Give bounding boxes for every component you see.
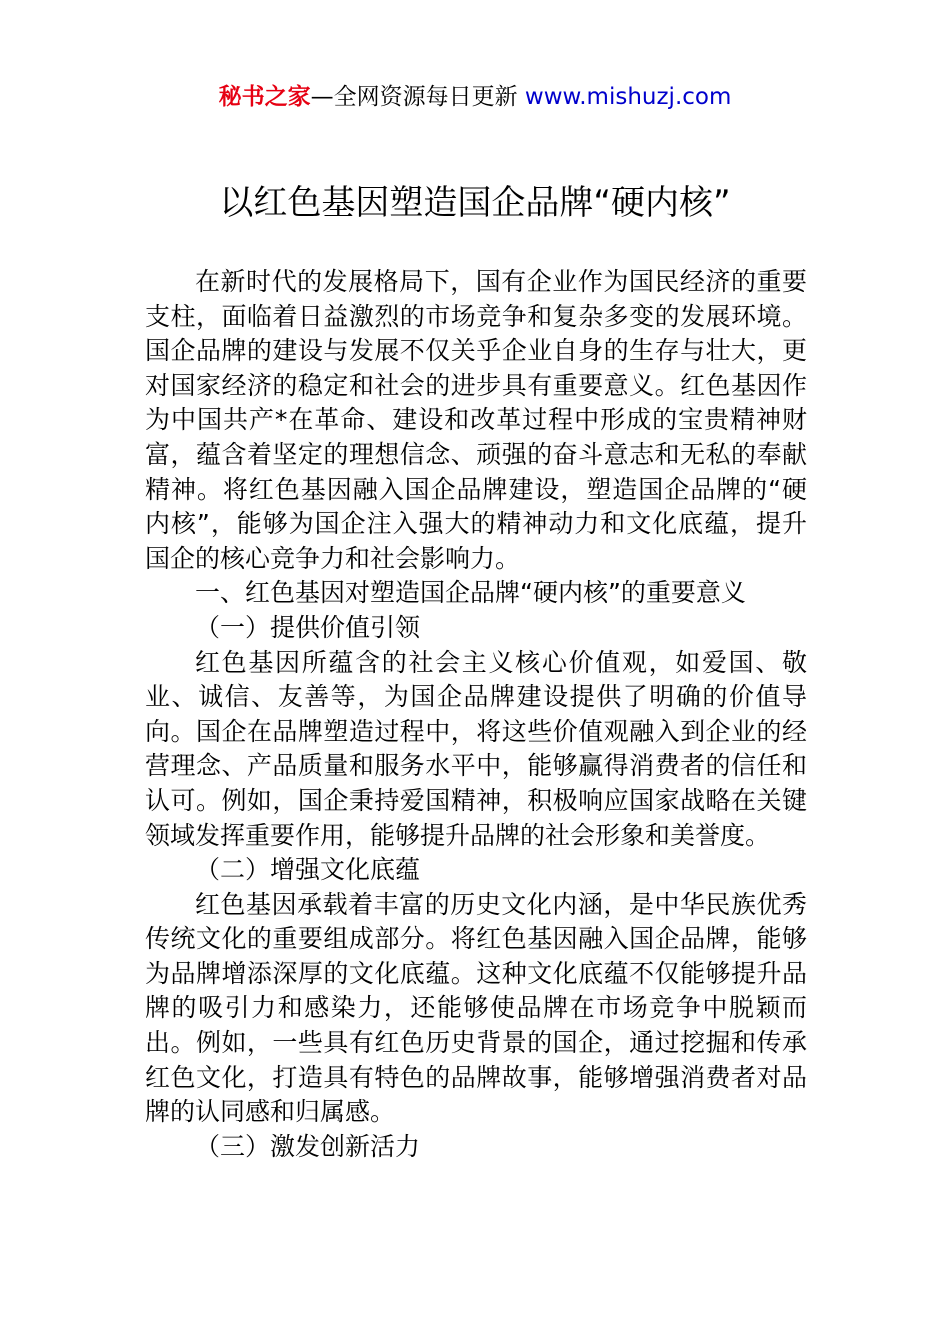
subsection-heading: （三）激发创新活力 [195, 1131, 421, 1161]
subsection-heading: （二）增强文化底蕴 [195, 855, 421, 885]
subsection-heading: （一）提供价值引领 [195, 612, 421, 642]
section-heading: 一、红色基因对塑造国企品牌“硬内核”的重要意义 [195, 578, 746, 608]
site-brand: 秘书之家 [218, 84, 311, 110]
intro-paragraph: 在新时代的发展格局下，国有企业作为国民经济的重要支柱，面临着日益激烈的市场竞争和复杂多变的发展环境。国企品牌的建设与发展不仅关乎企业自身的生存与壮大，更对国家经济的稳定和社会的进步具有重要意义。红色基因作为中国共产*在革命、建设和改革过程中形成的宝贵精神财富，蕴含着坚定的理想信念、顽强的奋斗意志和无私的奉献精神。将红色基因融入国企品牌建设，塑造国企品牌的“硬内核”，能够为国企注入强大的精神动力和文化底蕴，提升国企的核心竞争力和社会影响力。 [145, 267, 807, 573]
document-title: 以红色基因塑造国企品牌“硬内核” [219, 183, 731, 223]
site-url-link[interactable]: www.mishuzj.com [524, 84, 732, 110]
body-paragraph: 红色基因所蕴含的社会主义核心价值观，如爱国、敬业、诚信、友善等，为国企品牌建设提供了明确的价值导向。国企在品牌塑造过程中，将这些价值观融入到企业的经营理念、产品质量和服务水平中，能够赢得消费者的信任和认可。例如，国企秉持爱国精神，积极响应国家战略在关键领域发挥重要作用，能够提升品牌的社会形象和美誉度。 [145, 647, 807, 850]
document-body [145, 265, 807, 1164]
site-header [0, 82, 950, 112]
site-tagline: 全网资源每日更新 [333, 84, 518, 110]
header-separator: — [310, 84, 334, 110]
body-paragraph: 红色基因承载着丰富的历史文化内涵，是中华民族优秀传统文化的重要组成部分。将红色基因融入国企品牌，能够为品牌增添深厚的文化底蕴。这种文化底蕴不仅能够提升品牌的吸引力和感染力，还能够使品牌在市场竞争中脱颖而出。例如，一些具有红色历史背景的国企，通过挖掘和传承红色文化，打造具有特色的品牌故事，能够增强消费者对品牌的认同感和归属感。 [145, 889, 807, 1127]
